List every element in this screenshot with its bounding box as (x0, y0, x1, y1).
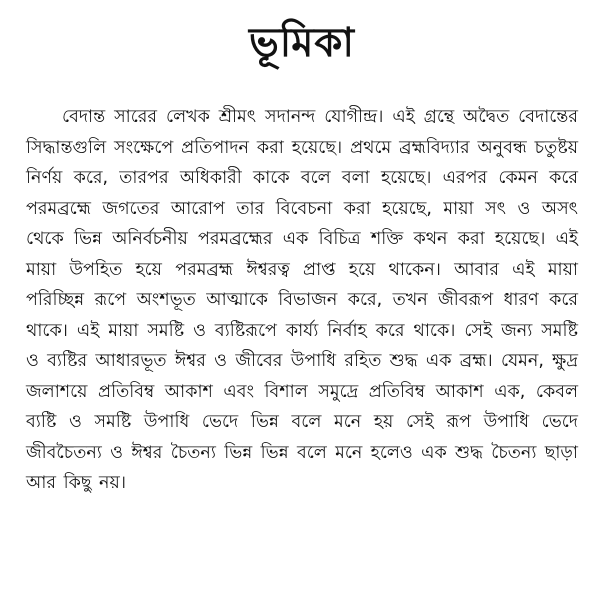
page-title: ভূমিকা (248, 20, 356, 66)
body-paragraph: বেদান্ত সারের লেখক শ্রীমৎ সদানন্দ যোগীন্দ্র। এই গ্রন্থে অদ্বৈত বেদান্তের সিদ্ধান্তগুলি সংক্ষেপে প্রতিপাদন করা হয়েছে। প্রথমে ব্রহ্মবিদ্যার অনুবন্ধ চতুষ্টয় নির্ণয় করে, তারপর অধিকারী কাকে বলে বলা হয়েছে। এরপর কেমন করে পরমব্রহ্মে জগতের আরোপ তার বিবেচনা করা হয়েছে, মায়া সৎ ও অসৎ থেকে ভিন্ন অনির্বচনীয় পরমব্রহ্মের এক বিচিত্র শক্তি কথন করা হয়েছে। এই মায়া উপহিত হয়ে পরমব্রহ্ম ঈশ্বরত্ব প্রাপ্ত হয়ে থাকেন। আবার এই মায়া পরিচ্ছিন্ন রূপে অংশভূত আত্মাকে বিভাজন করে, তখন জীবরূপ ধারণ করে থাকে। এই মায়া সমষ্টি ও ব্যষ্টিরূপে কার্য্য নির্বাহ করে থাকে। সেই জন্য সমষ্টি ও ব্যষ্টির আধারভূত ঈশ্বর ও জীবের উপাধি রহিত শুদ্ধ এক ব্রহ্ম। যেমন, ক্ষুদ্র জলাশয়ে প্রতিবিম্ব আকাশ এবং বিশাল সমুদ্রে প্রতিবিম্ব আকাশ এক, কেবল ব্যষ্টি ও সমষ্টি উপাধি ভেদে ভিন্ন বলে মনে হয় সেই রূপ উপাধি ভেদে জীবচৈতন্য ও ঈশ্বর চৈতন্য ভিন্ন ভিন্ন বলে মনে হলেও এক শুদ্ধ চৈতন্য ছাড়া আর কিছু নয়। (26, 107, 578, 493)
